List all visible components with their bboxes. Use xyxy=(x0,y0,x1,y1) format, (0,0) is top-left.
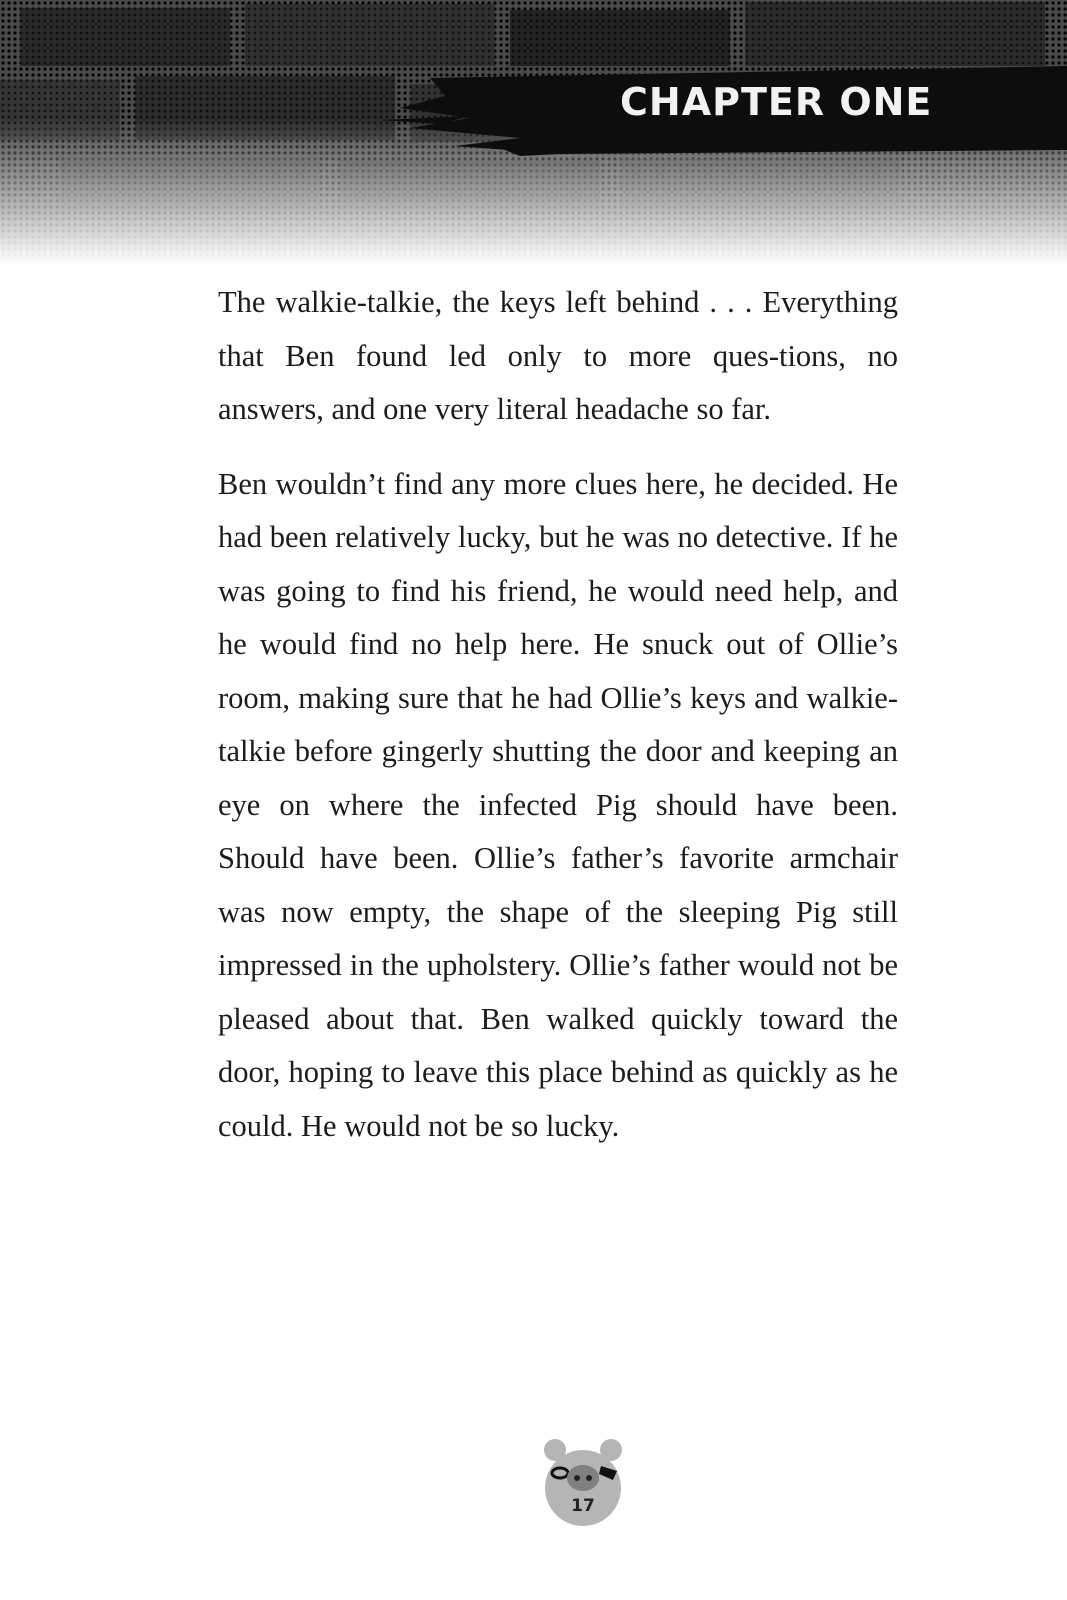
paragraph: Ben wouldn’t find any more clues here, he decided. He had been relatively lucky, but he was no detective. If he was going to find his friend, he would need help, and he would find no help here. He snuck out of Ollie’s room, making sure that he had Ollie’s keys and walkie-talkie before gingerly shutting the door and keeping an eye on where the infected Pig should have been. Should have been. Ollie’s father’s favorite armchair was now empty, the shape of the sleeping Pig still impressed in the upholstery. Ollie’s father would not be pleased about that. Ben walked quickly toward the door, hoping to leave this place behind as quickly as he could. He would not be so lucky. xyxy=(218,466,898,1143)
paragraph: The walkie-talkie, the keys left behind . . . Everything that Ben found led only to more ques-tions, no answers, and one very literal headache so far. xyxy=(218,285,898,426)
halftone-brick-background xyxy=(0,0,1067,265)
chapter-header xyxy=(0,0,1067,265)
body-text xyxy=(218,276,898,1174)
page-folio xyxy=(541,1438,625,1530)
chapter-title: CHAPTER ONE xyxy=(620,80,933,124)
pig-face-icon xyxy=(541,1438,625,1530)
page-number: 17 xyxy=(571,1496,595,1516)
